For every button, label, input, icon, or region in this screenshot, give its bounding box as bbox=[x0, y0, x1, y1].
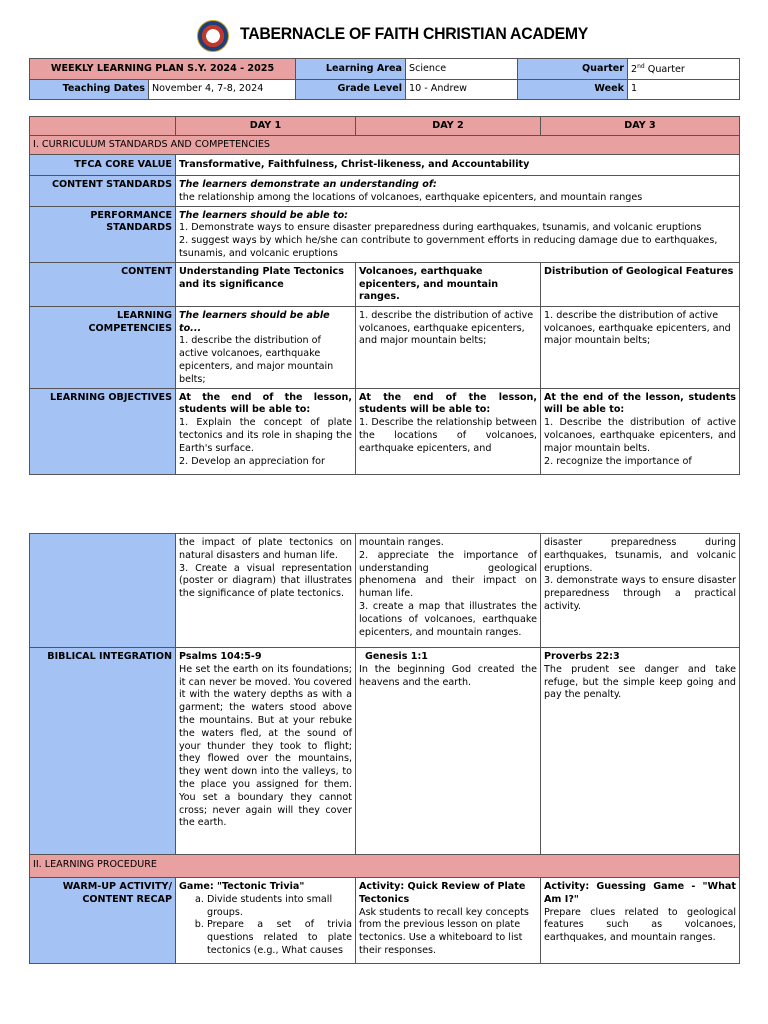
objectives-label: LEARNING OBJECTIVES bbox=[30, 388, 176, 474]
warmup-day1-title: Game: "Tectonic Trivia" bbox=[179, 881, 305, 892]
objectives-day1 bbox=[176, 388, 356, 474]
day1-header: DAY 1 bbox=[176, 117, 356, 136]
teaching-dates-label: Teaching Dates bbox=[30, 80, 149, 100]
warmup-day3 bbox=[541, 878, 740, 964]
grade-level-label: Grade Level bbox=[296, 80, 406, 100]
objectives-day2-item1: 1. Describe the relationship between the locations of volcanoes, earthquake epicenters, and bbox=[359, 417, 537, 454]
section2-header: II. LEARNING PROCEDURE bbox=[30, 855, 740, 878]
quarter-text: Quarter bbox=[644, 64, 685, 76]
objectives-day2-continued bbox=[356, 534, 541, 648]
biblical-day1-text: He set the earth on its foundations; it can never be moved. You covered it with the watery depths as with a garment; the waters stood above the mountains. But at your rebuke the waters fled, at the sound of your thunder they took to flight; they flowed over the mountains, they went down into the valleys, to the place you assigned for them. You set a boundary they cannot cross; never again will they cover the earth. bbox=[179, 663, 352, 829]
objectives-day2 bbox=[356, 388, 541, 474]
school-header bbox=[0, 18, 768, 52]
learning-area-value: Science bbox=[406, 59, 518, 80]
performance-standards-item1: 1. Demonstrate ways to ensure disaster preparedness during earthquakes, tsunamis, and volcanic eruptions bbox=[179, 222, 702, 234]
content-standards-lead: The learners demonstrate an understanding of: bbox=[179, 179, 437, 190]
school-logo-icon bbox=[197, 20, 229, 52]
objectives-day3-cont-text: disaster preparedness during earthquakes, tsunamis, and volcanic eruptions. bbox=[544, 537, 736, 574]
list-item: a. Divide students into small groups. bbox=[207, 894, 352, 920]
core-value-text: Transformative, Faithfulness, Christ-likeness, and Accountability bbox=[176, 155, 740, 176]
competencies-day1-text: 1. describe the distribution of active volcanoes, earthquake epicenters, and major mountain belts; bbox=[179, 335, 334, 385]
warmup-day2-title: Activity: Quick Review of Plate Tectonics bbox=[359, 881, 526, 905]
warmup-day3-title: Activity: Guessing Game - "What Am I?" bbox=[544, 881, 736, 905]
content-standards-label: CONTENT STANDARDS bbox=[30, 176, 176, 207]
warmup-day2 bbox=[356, 878, 541, 964]
content-standards-cell bbox=[176, 176, 740, 207]
objectives-day1-item3: 3. Create a visual representation (poster or diagram) that illustrates the significance of plate tectonics. bbox=[179, 562, 352, 600]
biblical-day1 bbox=[176, 648, 356, 855]
competencies-day1-lead: The learners should be able to... bbox=[179, 309, 330, 334]
week-label: Week bbox=[518, 80, 628, 100]
plan-table-part2 bbox=[29, 533, 740, 964]
week-value: 1 bbox=[628, 80, 740, 100]
biblical-day2-ref: Genesis 1:1 bbox=[365, 651, 428, 662]
objectives-day3 bbox=[541, 388, 740, 474]
objectives-day1-continued bbox=[176, 534, 356, 648]
competencies-day3: 1. describe the distribution of active volcanoes, earthquake epicenters, and major mountain belts; bbox=[541, 306, 740, 388]
warmup-day2-text: Ask students to recall key concepts from the previous lesson on plate tectonics. Use a whiteboard to list their responses. bbox=[359, 906, 529, 956]
content-day1: Understanding Plate Tectonics and its significance bbox=[176, 262, 356, 306]
warmup-label-1: WARM-UP ACTIVITY/ bbox=[62, 881, 172, 892]
objectives-day1-item2: 2. Develop an appreciation for bbox=[179, 455, 325, 467]
performance-standards-label bbox=[30, 206, 176, 262]
content-day2: Volcanoes, earthquake epicenters, and mountain ranges. bbox=[356, 262, 541, 306]
biblical-day3-ref: Proverbs 22:3 bbox=[544, 651, 620, 662]
objectives-day3-item2: 2. recognize the importance of bbox=[544, 455, 692, 467]
quarter-num: 2 bbox=[631, 64, 638, 76]
performance-standards-lead: The learners should be able to: bbox=[179, 209, 349, 221]
competencies-day1 bbox=[176, 306, 356, 388]
objectives-day1-item1: 1. Explain the concept of plate tectonics and its role in shaping the Earth's surface. bbox=[179, 417, 352, 454]
objectives-day3-lead: At the end of the lesson, students will be able to: bbox=[544, 391, 736, 416]
objectives-label-continued bbox=[30, 534, 176, 648]
learning-area-label: Learning Area bbox=[296, 59, 406, 80]
content-standards-text: the relationship among the locations of volcanoes, earthquake epicenters, and mountain ranges bbox=[179, 191, 643, 203]
objectives-day3-continued bbox=[541, 534, 740, 648]
biblical-day3-text: The prudent see danger and take refuge, but the simple keep going and pay the penalty. bbox=[544, 663, 736, 701]
competencies-day2: 1. describe the distribution of active volcanoes, earthquake epicenters, and major mountain belts; bbox=[356, 306, 541, 388]
quarter-value bbox=[628, 59, 740, 80]
competencies-label: LEARNING COMPETENCIES bbox=[30, 306, 176, 388]
grade-level-value: 10 - Andrew bbox=[406, 80, 518, 100]
day3-header: DAY 3 bbox=[541, 117, 740, 136]
objectives-day2-cont-text: mountain ranges. bbox=[359, 537, 444, 548]
content-label: CONTENT bbox=[30, 262, 176, 306]
biblical-label: BIBLICAL INTEGRATION bbox=[30, 648, 176, 855]
plan-info-table-grid bbox=[29, 58, 740, 100]
plan-table-part1 bbox=[29, 116, 740, 475]
objectives-day2-item2: 2. appreciate the importance of understanding geological phenomena and their impact on human life. bbox=[359, 549, 537, 600]
plan-title: WEEKLY LEARNING PLAN S.Y. 2024 - 2025 bbox=[30, 59, 296, 80]
warmup-day3-text: Prepare clues related to geological features such as volcanoes, earthquakes, and mountain ranges. bbox=[544, 906, 736, 944]
quarter-sup: nd bbox=[637, 63, 645, 70]
biblical-day3 bbox=[541, 648, 740, 855]
objectives-day2-item3: 3. create a map that illustrates the locations of volcanoes, earthquake epicenters, and mountain ranges. bbox=[359, 600, 537, 638]
performance-standards-label-1: PERFORMANCE bbox=[90, 209, 172, 221]
biblical-day2 bbox=[356, 648, 541, 855]
warmup-day1 bbox=[176, 878, 356, 964]
core-value-label: TFCA CORE VALUE bbox=[30, 155, 176, 176]
performance-standards-item2: 2. suggest ways by which he/she can contribute to government efforts in reducing damage due to earthquakes, tsunamis, and volcanic eruptions bbox=[179, 235, 718, 259]
objectives-day3-item3: 3. demonstrate ways to ensure disaster preparedness through a practical activity. bbox=[544, 575, 736, 612]
school-name: TABERNACLE OF FAITH CHRISTIAN ACADEMY bbox=[240, 24, 589, 43]
warmup-label bbox=[30, 878, 176, 964]
content-day3: Distribution of Geological Features bbox=[541, 262, 740, 306]
list-item: b. Prepare a set of trivia questions related to plate tectonics (e.g., What causes bbox=[207, 919, 352, 957]
warmup-day1-list bbox=[179, 894, 352, 958]
teaching-dates-value: November 4, 7-8, 2024 bbox=[149, 80, 296, 100]
objectives-day1-lead: At the end of the lesson, students will be able to: bbox=[179, 391, 352, 416]
day2-header: DAY 2 bbox=[356, 117, 541, 136]
objectives-day1-cont-text: the impact of plate tectonics on natural disasters and human life. bbox=[179, 537, 352, 561]
biblical-day2-text: In the beginning God created the heavens and the earth. bbox=[359, 663, 537, 688]
warmup-label-2: CONTENT RECAP bbox=[82, 893, 172, 905]
performance-standards-cell bbox=[176, 206, 740, 262]
corner-cell bbox=[30, 117, 176, 136]
quarter-label: Quarter bbox=[518, 59, 628, 80]
objectives-day2-lead: At the end of the lesson, students will be able to: bbox=[359, 391, 537, 416]
biblical-day1-ref: Psalms 104:5-9 bbox=[179, 651, 262, 662]
objectives-day3-item1: 1. Describe the distribution of active volcanoes, earthquake epicenters, and major mountain belts. bbox=[544, 417, 736, 454]
performance-standards-label-2: STANDARDS bbox=[106, 222, 172, 234]
section1-header: I. CURRICULUM STANDARDS AND COMPETENCIES bbox=[30, 136, 740, 155]
